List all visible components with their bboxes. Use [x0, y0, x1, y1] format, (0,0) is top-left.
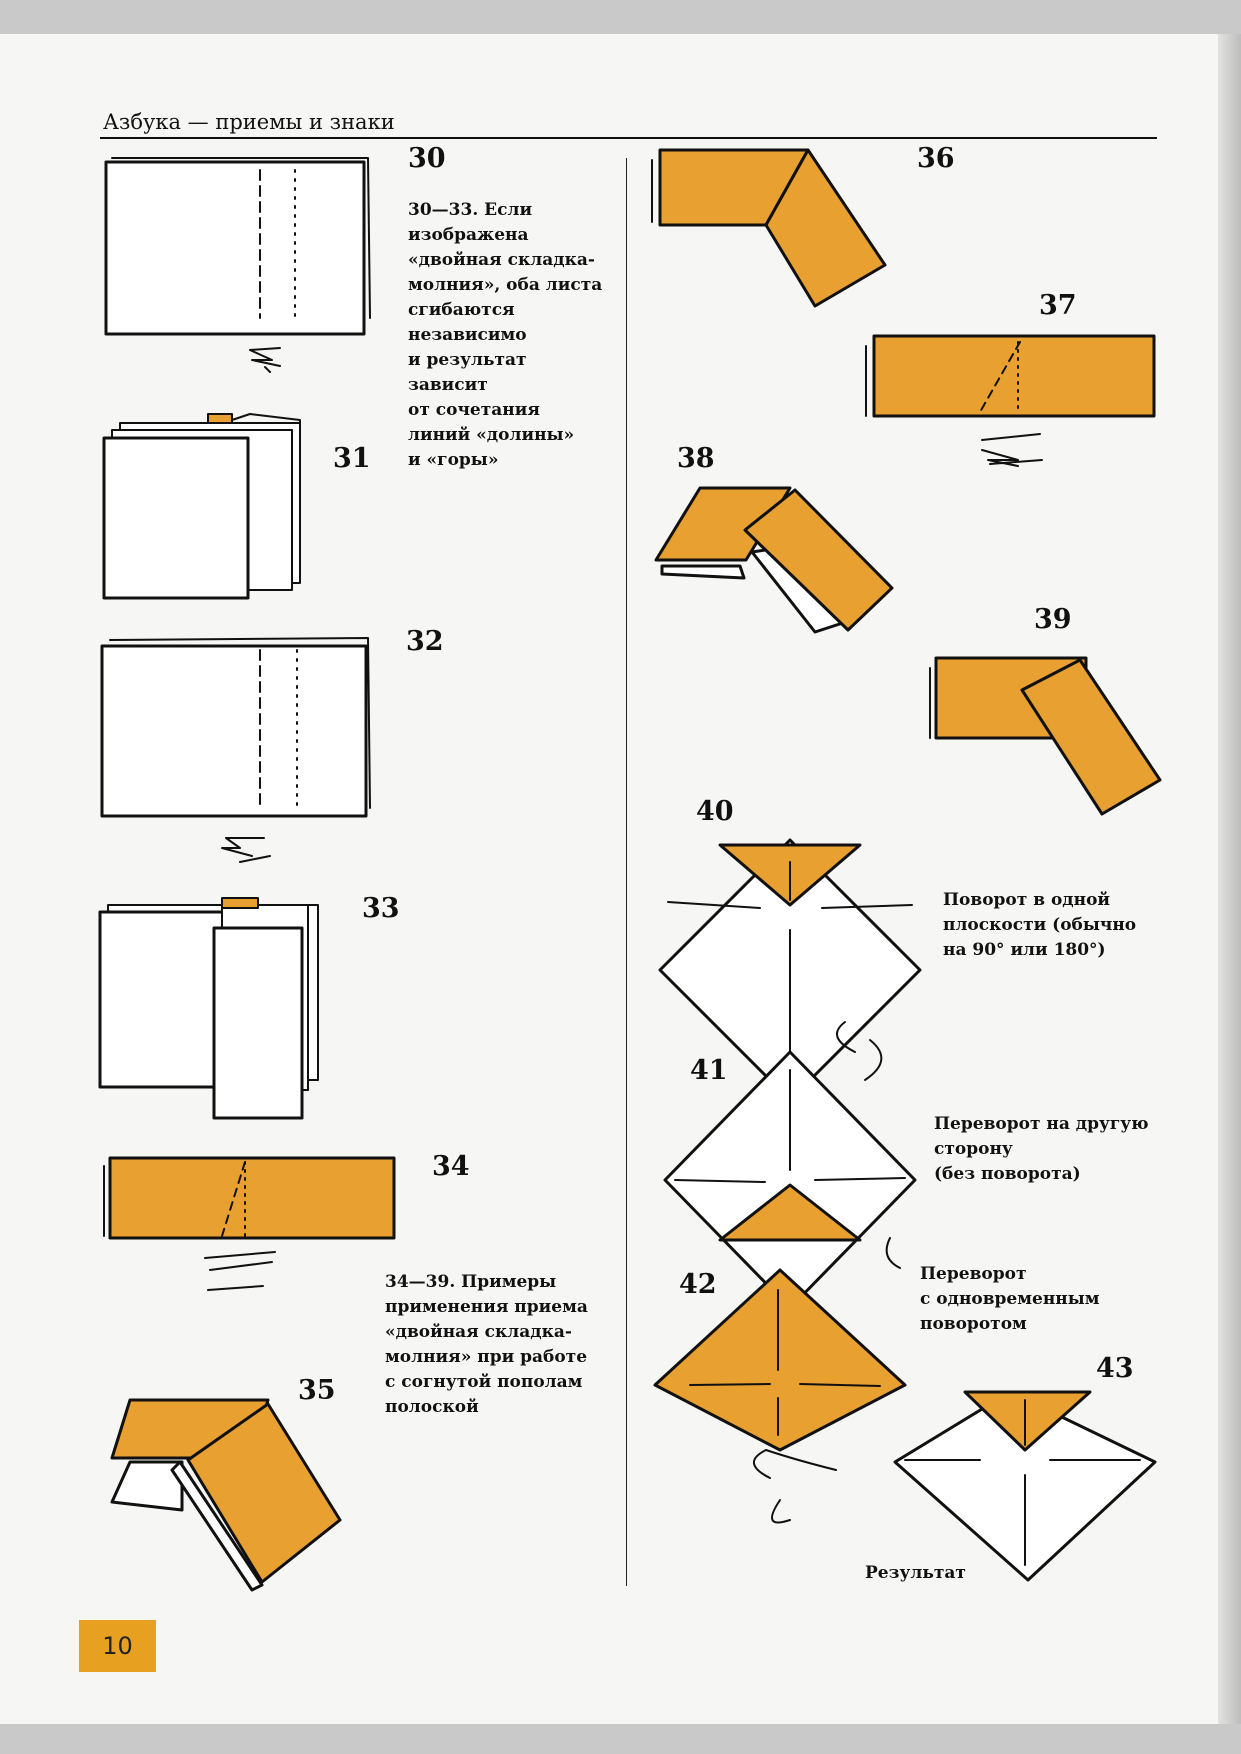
step-number-34: 34 [432, 1151, 470, 1182]
step-number-38: 38 [677, 443, 715, 474]
diagram-32 [102, 638, 370, 862]
step-number-42: 42 [679, 1269, 717, 1300]
diagram-37 [866, 336, 1154, 466]
diagram-38 [656, 488, 892, 632]
caption-34-39: 34—39. Примеры применения приема «двойная складка- молния» при работе с согнутой пополам полоской [385, 1272, 588, 1417]
diagram-36 [652, 150, 885, 306]
step-number-37: 37 [1039, 290, 1077, 321]
diagram-34 [104, 1158, 394, 1290]
caption-30-33: 30—33. Если изображена «двойная складка- молния», оба листа сгибаются независимо и результат зависит от сочетания линий «долины» и «горы» [408, 200, 603, 470]
step-number-36: 36 [917, 143, 955, 174]
step-number-43: 43 [1096, 1353, 1134, 1384]
diagram-30 [106, 158, 370, 372]
diagram-31 [104, 414, 300, 598]
diagram-42 [655, 1270, 905, 1523]
caption-flip-rotate: Переворот с одновременным поворотом [920, 1264, 1100, 1334]
caption-result: Результат [865, 1563, 966, 1583]
step-number-39: 39 [1034, 604, 1072, 635]
step-number-41: 41 [690, 1055, 728, 1086]
caption-rotate: Поворот в одной плоскости (обычно на 90° или 180°) [943, 890, 1137, 960]
page-header: Азбука — приемы и знаки [103, 110, 395, 134]
step-number-33: 33 [362, 893, 400, 924]
step-number-40: 40 [696, 796, 734, 827]
step-number-30: 30 [408, 143, 446, 174]
page-number: 10 [79, 1620, 156, 1672]
step-number-32: 32 [406, 626, 444, 657]
step-number-35: 35 [298, 1375, 336, 1406]
step-number-31: 31 [333, 443, 371, 474]
diagram-39 [930, 658, 1160, 814]
diagram-41 [665, 1052, 915, 1308]
diagram-35 [112, 1400, 340, 1590]
diagram-33 [100, 898, 318, 1118]
caption-flip: Переворот на другую сторону (без поворота) [934, 1114, 1149, 1184]
diagram-43 [895, 1392, 1155, 1580]
